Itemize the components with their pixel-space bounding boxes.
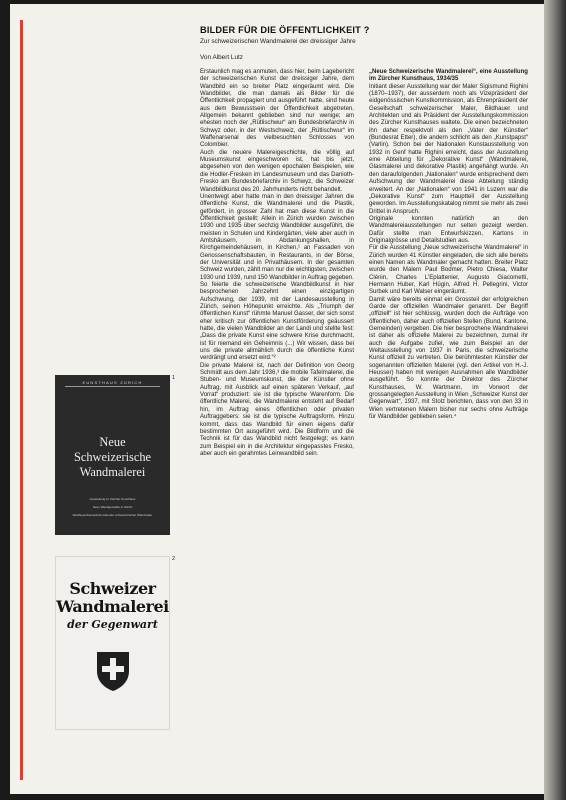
article-subtitle: Zur schweizerischen Wandmalerei der dreissiger Jahre bbox=[200, 38, 356, 45]
cover-title-line: Wandmalerei bbox=[56, 597, 169, 616]
book-cover-image bbox=[55, 556, 170, 730]
swiss-shield-icon bbox=[94, 649, 132, 693]
paragraph: Auch die neuere Malereigeschichte, die völlig auf Museumskunst eingeschworen ist, hat bis jetzt, abgesehen von den wenigen epochalen Beispielen, wie die Hodler-Fresken im Landesmuseum und das Danioth-Fresko am Bundesbriefarchiv in Schwyz, die Schweizer Wandbildkunst des 20. Jahrhunderts nicht behandelt. bbox=[200, 149, 354, 193]
figure-number: 1 bbox=[172, 375, 176, 381]
paragraph: Damit wäre bereits einmal ein Grossteil der erfolgreichen Garde der offiziellen Wandmaler genannt. Der Begriff „offiziell“ ist hier schlüssig, wurden doch die Aufträge von öffentlichen, daher auch offiziellen Stellen (Bund, Kantone, Gemeinden) vergeben. Die hier besprochene Wandmalerei ist daher als offizielle Malerei zu bezeichnen, zumal ihr auch die Aufgabe zufiel, wie zum Beispiel an der Weltausstellung von 1937 in Paris, die schweizerische Kunst offiziell zu vertreten. Die berühmtesten Künstler der sogenannten offiziellen Malerei (vgl. den Artikel von H.-J. Heusser) haben mit wenigen Ausnahmen alle Wandbilder ausgeführt. So konnte der Direktor des Zürcher Kunsthauses, W. Wartmann, im Vorwort der grossangelegten Ausstellung in Wien „Schweizer Kunst der Gegenwart“, 1937, mit Stolz berichten, dass von den 33 in Wien vertretenen Malern bisher nur sechs ohne Aufträge für Wandbilder geblieben seien.⁴ bbox=[369, 296, 528, 421]
paragraph: Unentwegt aber hatte man in den dreissiger Jahren die öffentliche Kunst, die Wandmalerei und die Plastik, gefördert, in grosser Zahl hat man diese Kunst in die Öffentlichkeit gestellt: Allein in Zürich wurden zwischen 1930 und 1935 über sechzig Wandbilder ausgeführt, die meisten in Schulen und Kindergärten, viele aber auch in Amtshäusern, in Abdankungshallen, in Kirchgemeindehäusern, in Kirchen,¹ an Fassaden von Genossenschaftsbauten, in Restaurants, in der Börse, der Universität und in Privathäusern. In der gesamten Schweiz wurden, zählt man nur die wichtigsten, zwischen 1930 und 1939, rund 150 Wandbilder in Auftrag gegeben. bbox=[200, 193, 354, 281]
article-title: BILDER FÜR DIE ÖFFENTLICHKEIT ? bbox=[200, 25, 370, 35]
cover-small-text: Ausstellung im Zürcher Kunsthaus bbox=[89, 497, 136, 501]
cover-title: Neue Schweizerische Wandmalerei bbox=[73, 435, 152, 479]
cover-small-text: Wettbewerbsentwürfe lebender schweizerischer Wandmaler bbox=[72, 513, 153, 517]
catalogue-cover-image bbox=[55, 375, 170, 535]
right-text-column bbox=[369, 69, 528, 422]
cover-rule bbox=[65, 386, 160, 387]
paragraph: Originale konnten natürlich an den Wandmalereiausstellungen nur selten gezeigt werden. Dafür stellte man Entwurfskizzen, Kartons in Originalgrösse und Detailstudien aus. bbox=[369, 215, 528, 244]
cover-title-line: Schweizer bbox=[69, 579, 156, 598]
cover-title-line: der Gegenwart bbox=[67, 618, 158, 631]
paragraph: So feierte die schweizerische Wandbildkunst in hier besprochenen Jahrzehnt einen einzigartigen Aufschwung, der 1939, mit der Landesausstellung in Zürich, seinen Höhepunkt erreichte. Als „Triumph der öffentlichen Kunst“ rühmte Manuel Gasser, der sich sonst eher kritisch zur öffentlichen Kunstförderung geäussert hatte, die vielen Wandbilder an der Landi und stellte fest: „Dass die private Kunst eine schwere Krise durchmacht, ist für niemand ein Geheimnis (...) Wir wissen, dass bei uns die private allmählich durch die öffentliche Kunst verdrängt und ersetzt wird.“² bbox=[200, 281, 354, 362]
figure-number: 2 bbox=[172, 556, 176, 562]
left-text-column bbox=[200, 69, 354, 458]
section-heading: „Neue Schweizerische Wandmalerei“, eine Ausstellung im Zürcher Kunsthaus, 1934/35 bbox=[369, 69, 528, 83]
paragraph: Initiant dieser Ausstellung war der Maler Sigismund Righini (1870–1937), der ausserdem noch als Vizepräsident der eidgenössischen Kunstkommission, als Ehrenpräsident der Gesellschaft schweizerischer Maler, Bildhauer und Architekten und als Präsident der Ausstellungskommission des Zürcher Kunsthauses waltete. Die einen bezeichneten ihn daher respektvoll als den „Vater der Künstler“ (Bundesrat Etter), die andern schlicht als den „Kunstpapst“ (Varlin). Schon bei der Nationalen Kunstausstellung von 1932 in Genf hatte Righini erreicht, dass der Ausstellung eine Abteilung für „Dekorative Kunst“ (Wandmalerei, Glasmalerei und dekorative Plastik) angehängt wurde. An den daraufolgenden „Nationalen“ wurde entsprechend dem Aufschwung der Wandmalerei diese Abteilung ständig erweitert. An der „Nationalen“ von 1941 in Luzern war die „Dekorative Kunst“ zum Hauptteil der Ausstellung geworden. Im Ausstellungskatalog nimmt sie mehr als zwei Drittel in Anspruch. bbox=[369, 83, 528, 215]
article-author: Von Albert Lutz bbox=[200, 54, 243, 61]
paragraph: Für die Ausstellung „Neue schweizerische Wandmalerei“ in Zürich wurden 41 Künstler eingeladen, die sich alle bereits einen Namen als Wandmaler gemacht hatten. Breiter Platz wurde den Malern Paul Bodmer, Pietro Chiesa, Walter Clénin, Charles L'Eplattenier, Augusto Giacometti, Hermann Huber, Karl Hügin, Alfred H. Pellegrini, Victor Surbek und Karl Walser eingeräumt. bbox=[369, 245, 528, 296]
cover-small-text: Neue Wandgemälde in Zürich bbox=[92, 505, 133, 509]
paragraph: Die private Malerei ist, nach der Definition von Georg Schmidt aus dem Jahr 1936,³ die mobile Tafelmalerei, die Stuben- und Museumskunst, die der Künstler ohne Auftrag, mit Ausblick auf einen späteren Verkauf, „auf Vorrat“ produziert: sie ist die typische Warenform. Die öffentliche Malerei, die Wandmalerei entsteht auf Bedarf hin, im Auftrag eines öffentlichen oder privaten Auftraggebers: sie ist die typische Auftragsform. Hinzu kommt, dass das Wandbild für einen eigens dafür bestimmten Ort ausgeführt wird. Die Bildform und die Technik ist für das Wandbild nicht festgelegt; es kann zum Beispiel ein in die Architektur eingepasstes Fresko, aber auch ein gerahmtes Leinwandbild sein. bbox=[200, 362, 354, 457]
paragraph: Erstaunlich mag es anmuten, dass hier, beim Lagebericht der schweizerischen Kunst der dreissiger Jahre, dem Wandbild ein so breiter Platz eingeräumt wird. Die Wandbilder, die man damals als Bilder für die Öffentlichkeit propagiert und ausgeführt hatte, sind heute aus dem Bewusstsein der Öffentlichkeit abgetreten. Allgemein bekannt geblieben sind nur wenige; am ehesten noch der „Rütlischwur“ am Bundesbriefarchiv in Schwyz oder, in der Westschweiz, der „Rütlischwur“ im Waffenarsenal des vielbesuchten Schlosses von Colombier. bbox=[200, 69, 354, 149]
cover-publisher: KUNSTHAUS ZÜRICH bbox=[82, 380, 143, 385]
red-margin-bar bbox=[20, 20, 23, 780]
book-spine-shadow bbox=[544, 0, 566, 800]
